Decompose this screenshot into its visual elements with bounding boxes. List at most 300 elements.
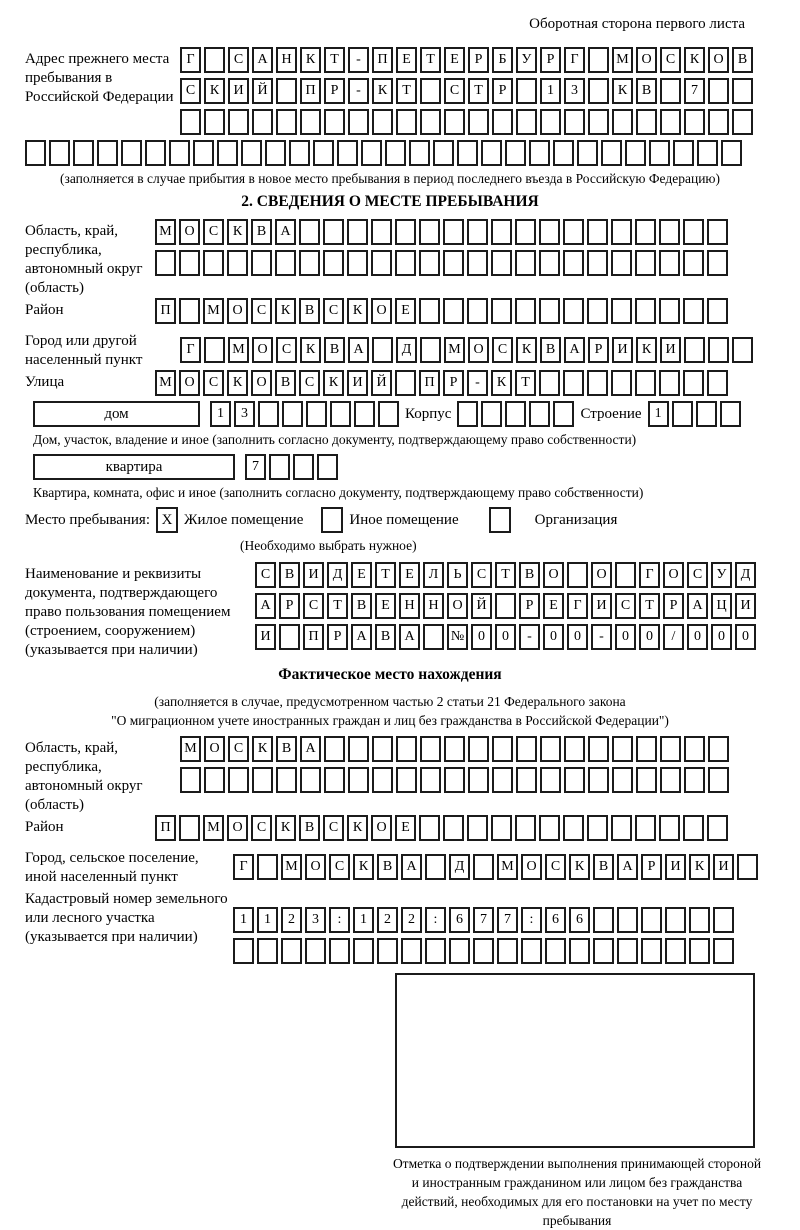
char-cell [612,109,633,135]
char-cell: В [375,624,396,650]
char-cell [491,250,512,276]
char-cell: В [593,854,614,880]
char-cell [553,401,574,427]
char-cell: Т [327,593,348,619]
char-cell: К [204,78,225,104]
char-cell [395,250,416,276]
char-cell: Р [443,370,464,396]
char-cell [323,250,344,276]
char-cell [305,938,326,964]
char-cell [443,219,464,245]
char-cell: К [300,47,321,73]
char-cell: 3 [234,401,255,427]
char-cell: 7 [684,78,705,104]
char-cell: Н [399,593,420,619]
char-cell [348,109,369,135]
char-cell: 6 [449,907,470,933]
char-cell [443,298,464,324]
char-cell: Д [449,854,470,880]
char-cell [241,140,262,166]
char-cell [481,401,502,427]
char-cell [713,938,734,964]
char-cell [708,337,729,363]
char-cell: О [591,562,612,588]
char-cell [420,736,441,762]
char-cell [353,938,374,964]
char-cell: А [564,337,585,363]
char-cell [612,736,633,762]
char-cell: С [471,562,492,588]
char-cell [588,47,609,73]
stroenie-label: Строение [580,405,642,422]
char-cell: С [660,47,681,73]
char-cell [396,736,417,762]
char-cell [279,624,300,650]
char-cell [420,767,441,793]
char-cell: - [591,624,612,650]
char-cell: С [228,736,249,762]
char-cell [467,298,488,324]
char-cell [481,140,502,166]
char-cell [299,250,320,276]
char-cell: К [569,854,590,880]
char-cell: А [275,219,296,245]
char-cell: Р [663,593,684,619]
doc-row-2 [255,593,756,619]
char-cell [252,767,273,793]
char-cell [564,767,585,793]
char-cell: С [203,219,224,245]
house-box: дом [33,401,200,427]
char-cell [587,815,608,841]
char-cell: А [255,593,276,619]
char-cell: К [227,370,248,396]
char-cell [293,454,314,480]
doc-label: Наименование и реквизиты документа, подтверждающего право пользования помещением (строением, сооружением) (указывается при наличии) [25,566,231,658]
char-cell [683,298,704,324]
char-cell: Д [735,562,756,588]
street-block [25,370,755,401]
char-cell [564,736,585,762]
char-cell [473,938,494,964]
char-cell [467,219,488,245]
char-cell: Й [471,593,492,619]
char-cell: : [521,907,542,933]
char-cell [378,401,399,427]
char-cell [492,767,513,793]
char-cell [420,78,441,104]
section2-title: 2. СВЕДЕНИЯ О МЕСТЕ ПРЕБЫВАНИЯ [241,193,539,210]
char-cell: Г [567,593,588,619]
char-cell: О [251,370,272,396]
char-cell [324,109,345,135]
char-cell: В [377,854,398,880]
char-cell: Е [444,47,465,73]
char-cell: А [348,337,369,363]
char-cell: К [516,337,537,363]
char-cell [635,815,656,841]
char-cell: К [491,370,512,396]
char-cell [708,767,729,793]
char-cell [317,454,338,480]
char-cell [361,140,382,166]
char-cell [521,938,542,964]
char-cell [529,140,550,166]
char-cell: Т [495,562,516,588]
char-cell [180,109,201,135]
corner-note: Оборотная сторона первого листа [529,16,745,32]
char-cell: П [372,47,393,73]
char-cell [371,219,392,245]
char-cell [683,219,704,245]
char-cell [228,767,249,793]
char-cell [683,250,704,276]
char-cell [419,250,440,276]
char-cell [169,140,190,166]
char-cell: С [492,337,513,363]
char-cell: 0 [711,624,732,650]
fact-district-label: Район [25,819,64,835]
char-cell: И [713,854,734,880]
char-cell: О [252,337,273,363]
char-cell [444,109,465,135]
char-cell: О [227,298,248,324]
doc-row-1 [255,562,756,588]
char-cell [457,140,478,166]
stamp-caption: Отметка о подтверждении выполнения принимающей стороной и иностранным гражданином или лицом без гражданства действий, необходимых для его постановки на учет по месту пребывания [392,1156,762,1228]
char-cell [689,938,710,964]
char-cell [443,250,464,276]
char-cell: 1 [648,401,669,427]
char-cell [539,370,560,396]
char-cell [300,767,321,793]
char-cell [419,815,440,841]
stay-option-organization-label: Организация [534,511,618,528]
char-cell: : [329,907,350,933]
char-cell [251,250,272,276]
char-cell: Р [279,593,300,619]
char-cell [372,337,393,363]
char-cell [204,47,225,73]
char-cell [347,219,368,245]
char-cell: П [155,298,176,324]
char-cell [495,593,516,619]
char-cell: С [276,337,297,363]
char-cell [617,938,638,964]
char-cell [635,219,656,245]
char-cell [684,109,705,135]
char-cell: 0 [567,624,588,650]
house-cells [210,401,399,427]
cadastre-row-2 [233,938,755,964]
char-cell [635,298,656,324]
char-cell [348,767,369,793]
char-cell [529,401,550,427]
city-label: Город или другой населенный пункт [25,333,143,368]
char-cell [515,219,536,245]
char-cell [395,219,416,245]
fact-region-label: Область, край, республика, автономный округ (область) [25,740,143,813]
char-cell [497,938,518,964]
char-cell [449,938,470,964]
char-cell: О [179,370,200,396]
char-cell: А [687,593,708,619]
char-cell [323,219,344,245]
street-row [155,370,755,396]
char-cell: К [323,370,344,396]
char-cell: Л [423,562,444,588]
char-cell: В [299,298,320,324]
char-cell: Е [395,815,416,841]
char-cell [612,767,633,793]
fact-region-row-2 [180,767,755,793]
char-cell [425,938,446,964]
char-cell [492,736,513,762]
char-cell [468,736,489,762]
apartment-box: квартира [33,454,235,480]
char-cell [611,815,632,841]
char-cell: С [228,47,249,73]
char-cell: И [347,370,368,396]
char-cell [155,250,176,276]
char-cell [395,370,416,396]
char-cell: 0 [543,624,564,650]
char-cell: - [467,370,488,396]
doc-block [25,562,755,660]
char-cell: Н [423,593,444,619]
char-cell: М [203,815,224,841]
fact-city-block [25,846,755,887]
actual-location-title: Фактическое место нахождения [278,666,502,683]
cadastre-row-1 [233,907,755,933]
char-cell [419,219,440,245]
char-cell: Е [375,593,396,619]
house-note: Дом, участок, владение и иное (заполнить согласно документу, подтверждающему право собственности) [33,432,637,447]
char-cell [707,815,728,841]
char-cell: С [303,593,324,619]
char-cell: М [155,370,176,396]
char-cell [720,401,741,427]
char-cell [204,109,225,135]
char-cell [553,140,574,166]
char-cell: И [660,337,681,363]
char-cell: Р [468,47,489,73]
char-cell: Т [324,47,345,73]
stay-type-row [25,507,755,533]
char-cell [564,109,585,135]
char-cell: К [275,298,296,324]
char-cell: 0 [495,624,516,650]
char-cell: Р [327,624,348,650]
char-cell: О [371,815,392,841]
char-cell: М [203,298,224,324]
char-cell: В [519,562,540,588]
char-cell [396,109,417,135]
char-cell: Ь [447,562,468,588]
char-cell: К [636,337,657,363]
char-cell [276,767,297,793]
char-cell [516,109,537,135]
char-cell [145,140,166,166]
char-cell [330,401,351,427]
char-cell [659,370,680,396]
char-cell [708,736,729,762]
char-cell [665,907,686,933]
char-cell: О [468,337,489,363]
char-cell: Е [399,562,420,588]
char-cell [563,815,584,841]
char-cell [313,140,334,166]
char-cell [257,854,278,880]
char-cell: О [521,854,542,880]
char-cell [593,907,614,933]
stay-option-organization-checkbox [489,507,511,533]
char-cell: К [689,854,710,880]
char-cell: С [255,562,276,588]
char-cell: 6 [569,907,590,933]
char-cell [204,767,225,793]
char-cell [697,140,718,166]
char-cell [420,109,441,135]
prev-address-label: Адрес прежнего места пребывания в Российской Федерации [25,51,174,105]
char-cell [468,767,489,793]
char-cell: Ц [711,593,732,619]
char-cell: П [300,78,321,104]
char-cell: И [228,78,249,104]
char-cell [289,140,310,166]
stamp-box [395,973,755,1148]
char-cell [467,250,488,276]
char-cell [179,250,200,276]
char-cell: М [612,47,633,73]
char-cell: С [251,815,272,841]
char-cell [257,938,278,964]
char-cell [660,767,681,793]
char-cell: Т [468,78,489,104]
char-cell: А [401,854,422,880]
apartment-row [25,454,755,480]
char-cell [684,736,705,762]
char-cell [276,109,297,135]
char-cell [611,298,632,324]
stroenie-cells [648,401,741,427]
char-cell: 0 [735,624,756,650]
region-row-2 [155,250,755,276]
house-row [25,401,755,427]
city-block [25,329,755,370]
char-cell: В [251,219,272,245]
char-cell [660,736,681,762]
char-cell: 1 [257,907,278,933]
char-cell: И [303,562,324,588]
char-cell: М [281,854,302,880]
char-cell: С [687,562,708,588]
char-cell [324,767,345,793]
char-cell: К [353,854,374,880]
char-cell [673,140,694,166]
region-block [25,219,755,298]
char-cell [180,767,201,793]
char-cell [516,767,537,793]
char-cell: У [516,47,537,73]
char-cell: 7 [245,454,266,480]
char-cell [371,250,392,276]
char-cell [49,140,70,166]
char-cell: А [252,47,273,73]
fact-region-block [25,736,755,815]
char-cell: Т [420,47,441,73]
char-cell [204,337,225,363]
char-cell: У [711,562,732,588]
char-cell: П [155,815,176,841]
char-cell: 3 [305,907,326,933]
char-cell [539,250,560,276]
char-cell [567,562,588,588]
char-cell [444,767,465,793]
char-cell: 1 [353,907,374,933]
char-cell [25,140,46,166]
char-cell [299,219,320,245]
char-cell: С [323,298,344,324]
char-cell: 1 [540,78,561,104]
char-cell: 6 [545,907,566,933]
char-cell: Г [233,854,254,880]
char-cell: В [279,562,300,588]
char-cell [660,109,681,135]
char-cell [491,815,512,841]
char-cell [193,140,214,166]
actual-location-note-1: (заполняется в случае, предусмотренном частью 2 статьи 21 Федерального закона [154,694,626,709]
char-cell [563,298,584,324]
char-cell [545,938,566,964]
cadastre-block [25,887,755,969]
char-cell: Б [492,47,513,73]
fact-district-block [25,815,755,846]
char-cell: М [444,337,465,363]
char-cell: И [735,593,756,619]
char-cell: С [299,370,320,396]
char-cell: И [665,854,686,880]
char-cell [713,907,734,933]
char-cell: В [276,736,297,762]
char-cell [179,298,200,324]
char-cell [636,767,657,793]
char-cell [593,938,614,964]
char-cell [433,140,454,166]
char-cell: И [591,593,612,619]
char-cell [563,250,584,276]
stay-type-label: Место пребывания: [25,511,150,528]
char-cell [179,815,200,841]
char-cell [516,736,537,762]
char-cell [659,298,680,324]
char-cell [611,250,632,276]
char-cell: А [351,624,372,650]
char-cell [97,140,118,166]
fact-region-row-1 [180,736,755,762]
char-cell: 0 [687,624,708,650]
char-cell [587,219,608,245]
char-cell: М [228,337,249,363]
char-cell: 0 [471,624,492,650]
char-cell [217,140,238,166]
char-cell: 7 [473,907,494,933]
char-cell [300,109,321,135]
char-cell [641,938,662,964]
char-cell: - [348,47,369,73]
char-cell [635,250,656,276]
char-cell [659,219,680,245]
